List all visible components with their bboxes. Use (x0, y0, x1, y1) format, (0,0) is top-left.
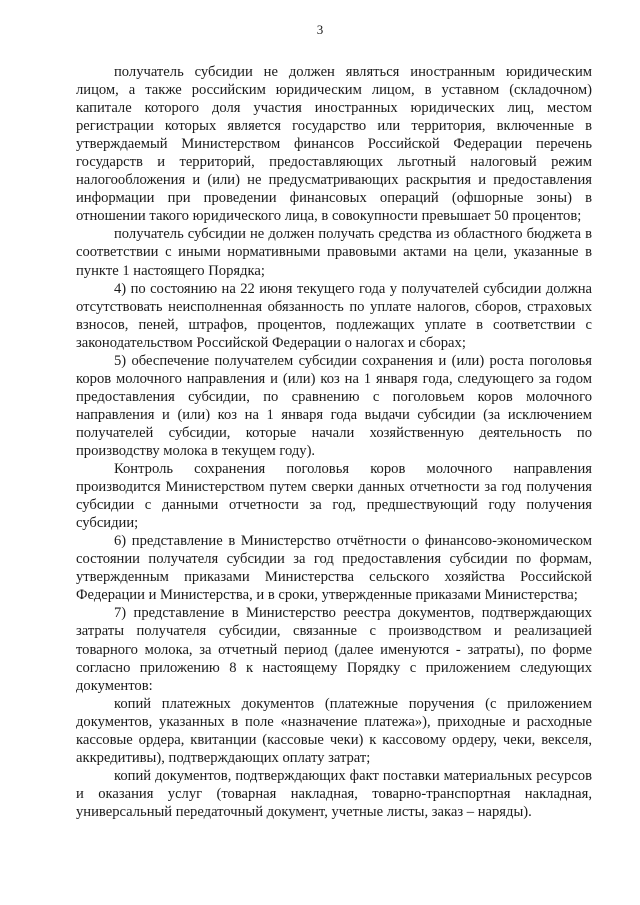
paragraph-regional-budget: получатель субсидии не должен получать средства из областного бюджета в соответствии с иными нормативными правовыми актами на цели, указанные в пункте 1 настоящего Порядка; (76, 226, 592, 279)
paragraph-livestock-control: Контроль сохранения поголовья коров молочного направления производится Министерством путем сверки данных отчетности за год получения субсидии с данными отчетности за год, предшествующий году получения субсидии; (76, 461, 592, 532)
paragraph-delivery-documents: копий документов, подтверждающих факт поставки материальных ресурсов и оказания услуг (товарная накладная, товарно-транспортная накладная, универсальный передаточный документ, учетные листы, заказ – наряды). (76, 767, 592, 820)
paragraph-item-4-tax-debt: 4) по состоянию на 22 июня текущего года у получателей субсидии должна отсутствовать неисполненная обязанность по уплате налогов, сборов, страховых взносов, пеней, штрафов, процентов, подлежащих уплате в соответствии с законодательством Российской Федерации о налогах и сборах; (76, 280, 592, 351)
paragraph-item-5-livestock: 5) обеспечение получателем субсидии сохранения и (или) роста поголовья коров молочного направления и (или) коз на 1 января года, следующего за годом предоставления субсидии, по сравнению с поголовьем коров молочного направления и (или) коз на 1 января года выдачи субсидии (за исключением получателей субсидии, которые начали хозяйственную деятельность по производству молока в текущем году). (76, 352, 592, 459)
document-body (76, 63, 592, 821)
paragraph-item-6-reporting: 6) представление в Министерство отчётности о финансово-экономическом состоянии получателя субсидии за год предоставления субсидии по формам, утвержденным приказами Министерства сельского хозяйства Российской Федерации и Министерства, и в сроки, утвержденные приказами Министерства; (76, 533, 592, 604)
paragraph-payment-documents: копий платежных документов (платежные поручения (с приложением документов, указанных в поле «назначение платежа»), приходные и расходные кассовые ордера, квитанции (кассовые чеки) к кассовому ордеру, чеки, векселя, аккредитивы), подтверждающих оплату затрат; (76, 695, 592, 766)
paragraph-foreign-entity: получатель субсидии не должен являться иностранным юридическим лицом, а также российским юридическим лицом, в уставном (складочном) капитале которого доля участия иностранных юридических лиц, местом регистрации которых является государство или территория, включенные в утверждаемый Министерством финансов Российской Федерации перечень государств и территорий, предоставляющих льготный налоговый режим налогообложения и (или) не предусматривающих раскрытия и предоставления информации при проведении финансовых операций (офшорные зоны) в отношении такого юридического лица, в совокупности превышает 50 процентов; (76, 64, 592, 225)
paragraph-item-7-registry: 7) представление в Министерство реестра документов, подтверждающих затраты получателя субсидии, связанные с производством и реализацией товарного молока, за отчетный период (далее именуются - затраты), по форме согласно приложению 8 к настоящему Порядку с приложением следующих документов: (76, 605, 592, 694)
page-number: 3 (316, 22, 324, 37)
